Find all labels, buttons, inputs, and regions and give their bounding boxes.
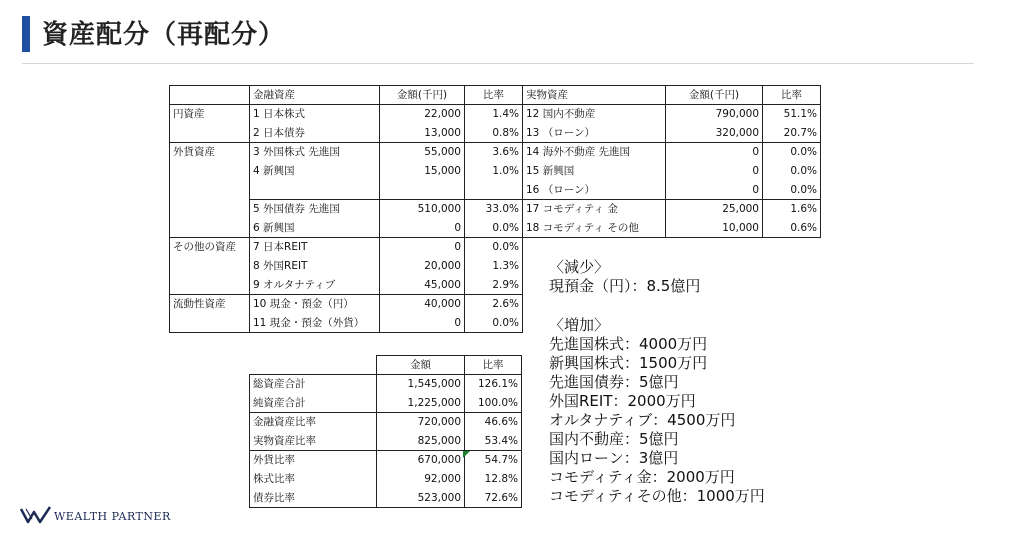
fin-name: 4 新興国 [250, 162, 380, 181]
group-blank [170, 200, 250, 219]
group-label-other: その他の資産 [170, 238, 250, 257]
fin-name: 9 オルタナティブ [250, 276, 380, 295]
table-row [250, 394, 522, 413]
summary-table [249, 355, 522, 508]
table-row [170, 124, 821, 143]
real-amount: 25,000 [666, 200, 763, 219]
summary-amount: 670,000 [377, 451, 465, 470]
header-fin-ratio: 比率 [465, 86, 523, 105]
fin-amount [380, 181, 465, 200]
fin-ratio: 1.4% [465, 105, 523, 124]
increase-item: 先進国債券：5億円 [549, 373, 679, 391]
real-ratio: 1.6% [763, 200, 821, 219]
fin-amount: 15,000 [380, 162, 465, 181]
increase-item: 国内不動産：5億円 [549, 430, 679, 448]
empty-cell [523, 238, 821, 257]
fin-amount: 45,000 [380, 276, 465, 295]
real-amount: 320,000 [666, 124, 763, 143]
real-amount: 0 [666, 181, 763, 200]
logo-text: WEALTH PARTNER [54, 510, 171, 523]
fin-name: 8 外国REIT [250, 257, 380, 276]
real-name: 18 コモディティ その他 [523, 219, 666, 238]
wealth-partner-logo-icon [20, 506, 52, 524]
table-row [170, 181, 821, 200]
summary-ratio: 53.4% [465, 432, 522, 451]
table-row [170, 219, 821, 238]
table-row [250, 489, 522, 508]
increase-item: 外国REIT：2000万円 [549, 392, 696, 410]
group-label-liquid: 流動性資産 [170, 295, 250, 314]
header-amount: 金額 [377, 356, 465, 375]
real-ratio: 0.6% [763, 219, 821, 238]
real-name: 14 海外不動産 先進国 [523, 143, 666, 162]
page-title: 資産配分（再配分） [42, 20, 286, 50]
table-row [170, 295, 821, 314]
summary-amount: 720,000 [377, 413, 465, 432]
real-name: 13 （ローン） [523, 124, 666, 143]
header-fin-amount: 金額(千円) [380, 86, 465, 105]
fin-ratio: 2.9% [465, 276, 523, 295]
table-header-row [250, 356, 522, 375]
increase-item: コモディティその他：1000万円 [549, 487, 765, 505]
table-row [170, 238, 821, 257]
real-name: 12 国内不動産 [523, 105, 666, 124]
empty-cell [523, 295, 821, 314]
allocation-table [169, 85, 821, 333]
summary-ratio: 126.1% [465, 375, 522, 394]
header-real-asset: 実物資産 [523, 86, 666, 105]
fin-amount: 20,000 [380, 257, 465, 276]
table-row [250, 413, 522, 432]
real-name: 16 （ローン） [523, 181, 666, 200]
real-name: 17 コモディティ 金 [523, 200, 666, 219]
table-header-row [170, 86, 821, 105]
fin-amount: 13,000 [380, 124, 465, 143]
header-fin-asset: 金融資産 [250, 86, 380, 105]
real-name: 15 新興国 [523, 162, 666, 181]
real-ratio: 0.0% [763, 181, 821, 200]
fin-amount: 40,000 [380, 295, 465, 314]
increase-item: 新興国株式：1500万円 [549, 354, 708, 372]
cell-comment-marker [463, 451, 470, 458]
fin-name: 7 日本REIT [250, 238, 380, 257]
summary-label: 純資産合計 [250, 394, 377, 413]
real-amount: 0 [666, 143, 763, 162]
summary-label: 実物資産比率 [250, 432, 377, 451]
real-amount: 790,000 [666, 105, 763, 124]
fin-ratio: 33.0% [465, 200, 523, 219]
table-row [170, 143, 821, 162]
header-blank [250, 356, 377, 375]
table-row [170, 276, 821, 295]
summary-ratio: 46.6% [465, 413, 522, 432]
table-row [250, 375, 522, 394]
summary-label: 債券比率 [250, 489, 377, 508]
fin-ratio: 2.6% [465, 295, 523, 314]
fin-amount: 0 [380, 219, 465, 238]
table-row [170, 105, 821, 124]
table-row [170, 200, 821, 219]
increase-item: オルタナティブ：4500万円 [549, 411, 736, 429]
increase-item: コモディティ金：2000万円 [549, 468, 735, 486]
table-row [250, 470, 522, 489]
decrease-heading: 〈減少〉 [549, 258, 610, 276]
summary-label: 株式比率 [250, 470, 377, 489]
fin-ratio: 0.0% [465, 219, 523, 238]
real-amount: 0 [666, 162, 763, 181]
fin-amount: 0 [380, 238, 465, 257]
summary-ratio: 72.6% [465, 489, 522, 508]
group-blank [170, 162, 250, 181]
title-divider [22, 63, 974, 64]
fin-name: 11 現金・預金（外貨） [250, 314, 380, 333]
summary-amount: 1,545,000 [377, 375, 465, 394]
group-blank [170, 257, 250, 276]
fin-ratio: 0.0% [465, 238, 523, 257]
fin-name: 1 日本株式 [250, 105, 380, 124]
header-real-ratio: 比率 [763, 86, 821, 105]
fin-amount: 0 [380, 314, 465, 333]
table-row [170, 162, 821, 181]
fin-name: 5 外国債券 先進国 [250, 200, 380, 219]
summary-amount: 825,000 [377, 432, 465, 451]
summary-label: 金融資産比率 [250, 413, 377, 432]
title-accent-bar [22, 16, 30, 52]
group-blank [170, 276, 250, 295]
fin-amount: 55,000 [380, 143, 465, 162]
summary-label: 外貨比率 [250, 451, 377, 470]
increase-item: 先進国株式：4000万円 [549, 335, 708, 353]
fin-ratio [465, 181, 523, 200]
fin-name: 10 現金・預金（円） [250, 295, 380, 314]
summary-amount: 523,000 [377, 489, 465, 508]
fin-ratio: 0.8% [465, 124, 523, 143]
summary-amount: 1,225,000 [377, 394, 465, 413]
increase-heading: 〈増加〉 [549, 316, 610, 334]
table-row [250, 432, 522, 451]
group-blank [170, 181, 250, 200]
fin-ratio: 1.0% [465, 162, 523, 181]
fin-ratio: 3.6% [465, 143, 523, 162]
group-blank [170, 219, 250, 238]
real-ratio: 51.1% [763, 105, 821, 124]
fin-name: 6 新興国 [250, 219, 380, 238]
real-ratio: 0.0% [763, 162, 821, 181]
increase-item: 国内ローン：3億円 [549, 449, 679, 467]
fin-ratio: 0.0% [465, 314, 523, 333]
summary-ratio: 100.0% [465, 394, 522, 413]
fin-amount: 510,000 [380, 200, 465, 219]
summary-ratio: 12.8% [465, 470, 522, 489]
fin-name [250, 181, 380, 200]
decrease-note [549, 258, 700, 296]
header-real-amount: 金額(千円) [666, 86, 763, 105]
group-label-yen: 円資産 [170, 105, 250, 124]
real-ratio: 0.0% [763, 143, 821, 162]
summary-amount: 92,000 [377, 470, 465, 489]
decrease-item: 現預金（円）：8.5億円 [549, 277, 701, 295]
fin-amount: 22,000 [380, 105, 465, 124]
header-ratio: 比率 [465, 356, 522, 375]
increase-note [549, 316, 765, 506]
fin-name: 2 日本債券 [250, 124, 380, 143]
group-blank [170, 124, 250, 143]
summary-ratio: 54.7% [465, 451, 522, 470]
table-row [250, 451, 522, 470]
real-ratio: 20.7% [763, 124, 821, 143]
header-blank [170, 86, 250, 105]
summary-label: 総資産合計 [250, 375, 377, 394]
real-amount: 10,000 [666, 219, 763, 238]
table-row [170, 257, 821, 276]
group-label-foreign: 外貨資産 [170, 143, 250, 162]
fin-ratio: 1.3% [465, 257, 523, 276]
fin-name: 3 外国株式 先進国 [250, 143, 380, 162]
group-blank [170, 314, 250, 333]
